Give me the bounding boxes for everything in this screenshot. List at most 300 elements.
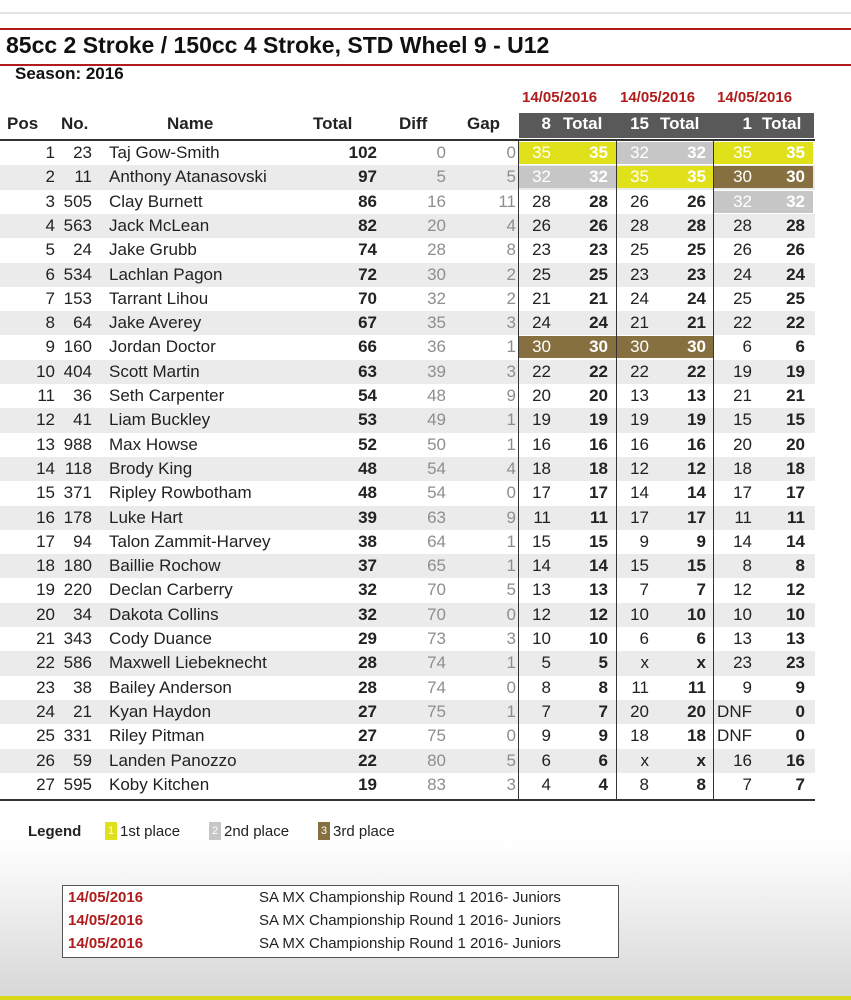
race-3-total-cell: 20 <box>786 434 805 454</box>
race-1-total-cell: 6 <box>598 750 608 770</box>
race-2-points-cell: 13 <box>630 386 649 405</box>
gap-cell: 11 <box>498 191 516 211</box>
diff-cell: 54 <box>427 458 446 478</box>
race-3-points-cell: 21 <box>733 386 752 405</box>
table-row <box>0 530 815 554</box>
diff-cell: 5 <box>436 167 446 187</box>
table-row <box>0 335 815 359</box>
legend-label-1st: 1st place <box>120 823 181 840</box>
diff-cell: 50 <box>427 434 446 454</box>
gap-cell: 0 <box>506 143 516 162</box>
race-1-total-cell: 30 <box>589 337 608 357</box>
position-cell: 14 <box>36 458 55 478</box>
race-3-total-cell: 6 <box>795 337 805 357</box>
race-1-points-cell: 7 <box>541 701 551 721</box>
race-2-points-cell: 9 <box>639 531 649 551</box>
gap-cell: 1 <box>506 556 516 576</box>
legend-label-2nd: 2nd place <box>224 823 290 840</box>
total-cell: 39 <box>358 507 377 527</box>
race-2-total-cell: 32 <box>687 143 706 162</box>
rider-name-cell: Declan Carberry <box>109 580 233 600</box>
number-cell: 404 <box>63 361 92 381</box>
number-cell: 23 <box>73 143 92 162</box>
position-cell: 4 <box>45 215 55 235</box>
rider-name-cell: Jake Grubb <box>109 240 197 260</box>
race-1-total-cell: 26 <box>589 215 608 235</box>
race-3-points-cell: 17 <box>733 483 752 503</box>
gap-cell: 9 <box>506 386 516 405</box>
race-1-points-cell: 5 <box>541 653 551 673</box>
race-2-total-cell: x <box>696 653 706 673</box>
gap-cell: 0 <box>506 604 516 624</box>
table-row <box>0 384 815 408</box>
race-2-points-cell: 8 <box>639 774 649 794</box>
footer-rule <box>0 799 815 801</box>
event-1-date: 14/05/2016 <box>68 889 144 906</box>
race-2-date: 14/05/2016 <box>620 89 696 106</box>
event-3-date: 14/05/2016 <box>68 935 144 952</box>
race-1-points-cell: 17 <box>532 483 551 503</box>
table-row <box>0 724 815 748</box>
race-3-total-cell: 7 <box>795 774 805 794</box>
race-1-points-cell: 21 <box>532 288 551 308</box>
race-1-total-cell: 23 <box>589 240 608 260</box>
position-cell: 6 <box>45 264 55 284</box>
number-cell: 11 <box>74 167 92 187</box>
race-1-total-cell: 13 <box>589 580 608 600</box>
total-cell: 86 <box>358 191 377 211</box>
race-3-total-cell: 35 <box>786 143 805 162</box>
race-2-total-cell: 19 <box>687 410 706 430</box>
rider-name-cell: Riley Pitman <box>109 726 205 746</box>
race-1-total-cell: 35 <box>589 143 608 162</box>
race-1-points-cell: 24 <box>532 313 551 333</box>
legend-swatch-2nd: 2 <box>209 822 221 840</box>
race-1-points-cell: 9 <box>541 726 551 746</box>
race-1-points-cell: 20 <box>532 386 551 405</box>
diff-cell: 20 <box>427 215 446 235</box>
total-cell: 67 <box>358 313 377 333</box>
race-3-total-cell: 16 <box>786 750 805 770</box>
number-cell: 118 <box>64 458 92 478</box>
rider-name-cell: Cody Duance <box>109 629 213 648</box>
gap-cell: 1 <box>506 434 516 454</box>
race-3-total-cell: 15 <box>786 410 805 430</box>
race-1-total-cell: 14 <box>589 556 608 576</box>
gap-cell: 3 <box>506 629 516 648</box>
race-3-points-cell: 12 <box>733 580 752 600</box>
gap-cell: 0 <box>506 726 516 746</box>
race-1-points-cell: 32 <box>532 167 551 187</box>
race-2-total-cell: 9 <box>696 531 706 551</box>
number-cell: 178 <box>63 507 92 527</box>
rider-name-cell: Bailey Anderson <box>109 677 232 697</box>
race-3-points-cell: 35 <box>733 143 752 162</box>
race-1-total-cell: 11 <box>590 507 608 527</box>
number-cell: 36 <box>73 386 92 405</box>
race-1-total-cell: 10 <box>589 629 608 648</box>
race-2-points-cell: 10 <box>630 604 649 624</box>
diff-cell: 64 <box>427 531 446 551</box>
race-3-points-cell: 16 <box>733 750 752 770</box>
race-1-points-cell: 14 <box>532 556 551 576</box>
rider-name-cell: Tarrant Lihou <box>109 288 209 308</box>
race-3-date: 14/05/2016 <box>717 89 793 106</box>
race-1-points-cell: 15 <box>532 531 551 551</box>
race-1-points-cell: 16 <box>532 434 551 454</box>
race-3-total-cell: 30 <box>786 167 805 187</box>
rider-name-cell: Anthony Atanasovski <box>109 167 267 187</box>
race-2-total-cell: 16 <box>687 434 706 454</box>
number-cell: 94 <box>73 531 92 551</box>
race-2-points-cell: 20 <box>630 701 649 721</box>
race-3-points-cell: 18 <box>733 458 752 478</box>
race-3-total-cell: 17 <box>786 483 805 503</box>
race-1-points-cell: 11 <box>533 507 551 527</box>
rider-name-cell: Scott Martin <box>109 361 200 381</box>
total-cell: 37 <box>358 556 377 576</box>
race-1-points-cell: 28 <box>532 191 551 211</box>
rider-name-cell: Taj Gow-Smith <box>109 143 220 162</box>
table-row <box>0 190 815 214</box>
gap-cell: 5 <box>506 167 516 187</box>
gap-cell: 5 <box>506 750 516 770</box>
race-3-total-cell: 26 <box>786 240 805 260</box>
diff-cell: 39 <box>427 361 446 381</box>
number-cell: 64 <box>73 313 92 333</box>
race-1-total-cell: 5 <box>598 653 608 673</box>
race-2-points-cell: 7 <box>639 580 649 600</box>
total-cell: 28 <box>358 677 377 697</box>
race-1-points-cell: 18 <box>532 458 551 478</box>
diff-cell: 73 <box>427 629 446 648</box>
gap-cell: 3 <box>506 313 516 333</box>
rider-name-cell: Ripley Rowbotham <box>109 483 252 503</box>
number-cell: 220 <box>63 580 92 600</box>
total-cell: 72 <box>358 264 377 284</box>
race-3-points-cell: 14 <box>733 531 752 551</box>
race-1-total-cell: 32 <box>589 167 608 187</box>
total-cell: 70 <box>358 288 377 308</box>
diff-cell: 49 <box>427 410 446 430</box>
race-1-date: 14/05/2016 <box>522 89 598 106</box>
diff-cell: 80 <box>427 750 446 770</box>
race-2-points-cell: 23 <box>630 264 649 284</box>
race-3-points-cell: 24 <box>733 264 752 284</box>
event-2-name: SA MX Championship Round 1 2016- Juniors <box>259 912 561 929</box>
position-cell: 11 <box>37 386 55 405</box>
table-row <box>0 457 815 481</box>
race-2-total-cell: 18 <box>687 726 706 746</box>
col-header-name: Name <box>167 114 214 133</box>
race-2-points-cell: x <box>640 750 649 770</box>
position-cell: 12 <box>36 410 55 430</box>
diff-cell: 70 <box>427 580 446 600</box>
race-1-total-cell: 7 <box>598 701 608 721</box>
position-cell: 26 <box>36 750 55 770</box>
diff-cell: 65 <box>427 556 446 576</box>
rider-name-cell: Kyan Haydon <box>109 701 212 721</box>
number-cell: 586 <box>63 653 92 673</box>
rider-name-cell: Jack McLean <box>109 215 210 235</box>
race-3-total-cell: 22 <box>786 313 805 333</box>
rider-name-cell: Jordan Doctor <box>109 337 216 357</box>
race-1-points-cell: 4 <box>541 774 551 794</box>
race-3-total-cell: 24 <box>786 264 805 284</box>
bottom-accent <box>0 996 851 1000</box>
gap-cell: 2 <box>506 264 516 284</box>
diff-cell: 74 <box>427 653 446 673</box>
race-3-points-cell: 23 <box>733 653 752 673</box>
race-3-points-cell: 6 <box>742 337 752 357</box>
gap-cell: 0 <box>506 483 516 503</box>
table-row <box>0 506 815 530</box>
gap-cell: 2 <box>506 288 516 308</box>
events-box <box>62 885 619 958</box>
event-3-name: SA MX Championship Round 1 2016- Juniors <box>259 935 561 952</box>
total-cell: 97 <box>358 167 377 187</box>
race-1-points-cell: 26 <box>532 215 551 235</box>
race-2-divider <box>616 141 617 799</box>
gap-cell: 9 <box>506 507 516 527</box>
table-row <box>0 700 815 724</box>
race-1-total-cell: 16 <box>589 434 608 454</box>
position-cell: 9 <box>45 337 55 357</box>
race-2-total-cell: 22 <box>687 361 706 381</box>
race-3-total-cell: 14 <box>786 531 805 551</box>
table-row <box>0 238 815 262</box>
race-2-total-cell: 13 <box>687 386 706 405</box>
race-3-points-cell: 15 <box>733 410 752 430</box>
total-cell: 32 <box>358 604 377 624</box>
col-header-total: Total <box>313 114 353 133</box>
race-1-total-cell: 12 <box>589 604 608 624</box>
total-cell: 48 <box>358 458 377 478</box>
position-cell: 21 <box>36 629 55 648</box>
total-cell: 82 <box>358 215 377 235</box>
race-2-points-cell: 15 <box>630 556 649 576</box>
diff-cell: 74 <box>427 677 446 697</box>
race-1-points-cell: 23 <box>532 240 551 260</box>
total-cell: 38 <box>358 531 377 551</box>
race-1-points-cell: 13 <box>532 580 551 600</box>
diff-cell: 63 <box>427 507 446 527</box>
legend-swatch-1st: 1 <box>105 822 117 840</box>
total-cell: 19 <box>358 774 377 794</box>
table-row <box>0 287 815 311</box>
total-cell: 74 <box>358 240 377 260</box>
table-row <box>0 360 815 384</box>
position-cell: 13 <box>36 434 55 454</box>
col-header-diff: Diff <box>399 114 428 133</box>
diff-cell: 28 <box>427 240 446 260</box>
race-1-points-cell: 19 <box>532 410 551 430</box>
race-2-points-cell: 17 <box>630 507 649 527</box>
table-row <box>0 165 815 189</box>
rider-name-cell: Jake Averey <box>109 313 202 333</box>
race-3-total-cell: 32 <box>786 191 805 211</box>
gap-cell: 4 <box>506 215 516 235</box>
rider-name-cell: Maxwell Liebeknecht <box>109 653 267 673</box>
position-cell: 23 <box>36 677 55 697</box>
race-3-points-cell: 13 <box>733 629 752 648</box>
race-2-number: 15 <box>630 114 649 133</box>
number-cell: 153 <box>63 288 92 308</box>
table-row <box>0 433 815 457</box>
total-cell: 29 <box>358 629 377 648</box>
position-cell: 16 <box>36 507 55 527</box>
number-cell: 534 <box>63 264 92 284</box>
number-cell: 59 <box>73 750 92 770</box>
rider-name-cell: Baillie Rochow <box>109 556 221 576</box>
gap-cell: 8 <box>506 240 516 260</box>
race-3-total-cell: 21 <box>786 386 805 405</box>
table-row <box>0 408 815 432</box>
number-cell: 331 <box>63 726 92 746</box>
diff-cell: 36 <box>427 337 446 357</box>
title-bar <box>0 28 851 66</box>
race-1-points-cell: 25 <box>532 264 551 284</box>
race-1-total-cell: 20 <box>589 386 608 405</box>
position-cell: 27 <box>36 774 55 794</box>
number-cell: 563 <box>63 215 92 235</box>
race-1-total-header: Total <box>563 114 603 133</box>
race-1-total-cell: 15 <box>589 531 608 551</box>
position-cell: 10 <box>36 361 55 381</box>
race-1-points-cell: 30 <box>532 337 551 357</box>
race-2-points-cell: 6 <box>639 629 649 648</box>
gap-cell: 4 <box>506 458 516 478</box>
number-cell: 505 <box>63 191 92 211</box>
race-2-total-cell: 8 <box>696 774 706 794</box>
race-1-total-cell: 25 <box>589 264 608 284</box>
total-cell: 52 <box>358 434 377 454</box>
rider-name-cell: Talon Zammit-Harvey <box>109 531 271 551</box>
event-1-name: SA MX Championship Round 1 2016- Juniors <box>259 889 561 906</box>
race-1-number: 8 <box>541 114 551 133</box>
position-cell: 15 <box>36 483 55 503</box>
table-row <box>0 214 815 238</box>
race-1-points-cell: 12 <box>532 604 551 624</box>
race-3-points-cell: 10 <box>733 604 752 624</box>
race-2-total-cell: x <box>696 750 706 770</box>
race-2-points-cell: 21 <box>630 313 649 333</box>
legend-title: Legend <box>28 823 82 840</box>
race-3-total-cell: 11 <box>787 507 805 527</box>
race-2-points-cell: 16 <box>630 434 649 454</box>
total-cell: 22 <box>358 750 377 770</box>
table-row <box>0 141 815 165</box>
rider-name-cell: Max Howse <box>109 434 198 454</box>
race-3-points-cell: DNF <box>717 726 752 746</box>
race-2-total-cell: 26 <box>687 191 706 211</box>
race-1-points-cell: 35 <box>532 143 551 162</box>
position-cell: 20 <box>36 604 55 624</box>
race-3-total-cell: 8 <box>795 556 805 576</box>
race-1-total-cell: 22 <box>589 361 608 381</box>
race-3-number: 1 <box>742 114 752 133</box>
diff-cell: 83 <box>427 774 446 794</box>
race-3-total-header: Total <box>762 114 802 133</box>
table-row <box>0 578 815 602</box>
race-3-points-cell: 28 <box>733 215 752 235</box>
race-1-points-cell: 22 <box>532 361 551 381</box>
table-row <box>0 263 815 287</box>
page-title: 85cc 2 Stroke / 150cc 4 Stroke, STD Wheel 9 - U12 <box>6 32 550 58</box>
table-row <box>0 554 815 578</box>
race-2-total-cell: 17 <box>687 507 706 527</box>
gap-cell: 0 <box>506 677 516 697</box>
diff-cell: 75 <box>427 726 446 746</box>
season-label: Season: 2016 <box>15 64 124 83</box>
rider-name-cell: Lachlan Pagon <box>109 264 223 284</box>
race-2-points-cell: 28 <box>630 215 649 235</box>
race-2-total-cell: 23 <box>687 264 706 284</box>
race-3-points-cell: 7 <box>742 774 752 794</box>
race-2-points-cell: 19 <box>630 410 649 430</box>
total-cell: 66 <box>358 337 377 357</box>
race-3-points-cell: 30 <box>733 167 752 187</box>
position-cell: 8 <box>45 313 55 333</box>
total-cell: 63 <box>358 361 377 381</box>
race-3-points-cell: 9 <box>742 677 752 697</box>
race-2-points-cell: 14 <box>630 483 649 503</box>
race-2-total-cell: 7 <box>696 580 706 600</box>
race-1-points-cell: 6 <box>541 750 551 770</box>
position-cell: 25 <box>36 726 55 746</box>
race-2-total-cell: 15 <box>687 556 706 576</box>
total-cell: 102 <box>348 143 377 162</box>
race-2-points-cell: 35 <box>630 167 649 187</box>
gap-cell: 5 <box>506 580 516 600</box>
rider-name-cell: Brody King <box>109 458 193 478</box>
race-2-total-cell: 21 <box>687 313 706 333</box>
total-cell: 53 <box>358 410 377 430</box>
position-cell: 22 <box>36 653 55 673</box>
number-cell: 180 <box>63 556 92 576</box>
position-cell: 18 <box>36 556 55 576</box>
legend-label-3rd: 3rd place <box>333 823 395 840</box>
diff-cell: 48 <box>427 386 446 405</box>
race-3-total-cell: 9 <box>795 677 805 697</box>
race-2-points-cell: 11 <box>631 677 649 697</box>
position-cell: 19 <box>36 580 55 600</box>
number-cell: 988 <box>63 434 92 454</box>
table-row <box>0 481 815 505</box>
race-2-total-cell: 14 <box>687 483 706 503</box>
race-3-points-cell: 11 <box>734 507 752 527</box>
rider-name-cell: Clay Burnett <box>109 191 203 211</box>
table-row <box>0 627 815 651</box>
rider-name-cell: Luke Hart <box>109 507 183 527</box>
race-3-total-cell: 13 <box>786 629 805 648</box>
race-2-points-cell: x <box>640 653 649 673</box>
rider-name-cell: Dakota Collins <box>109 604 219 624</box>
race-3-total-cell: 10 <box>786 604 805 624</box>
race-3-points-cell: 25 <box>733 288 752 308</box>
race-1-total-cell: 9 <box>598 726 608 746</box>
race-3-total-cell: 12 <box>786 580 805 600</box>
race-2-points-cell: 25 <box>630 240 649 260</box>
gap-cell: 1 <box>506 701 516 721</box>
diff-cell: 30 <box>427 264 446 284</box>
race-3-total-cell: 23 <box>786 653 805 673</box>
col-header-gap: Gap <box>467 114 501 133</box>
number-cell: 38 <box>73 677 92 697</box>
race-1-points-cell: 8 <box>541 677 551 697</box>
event-2-date: 14/05/2016 <box>68 912 144 929</box>
race-3-divider <box>713 141 714 799</box>
